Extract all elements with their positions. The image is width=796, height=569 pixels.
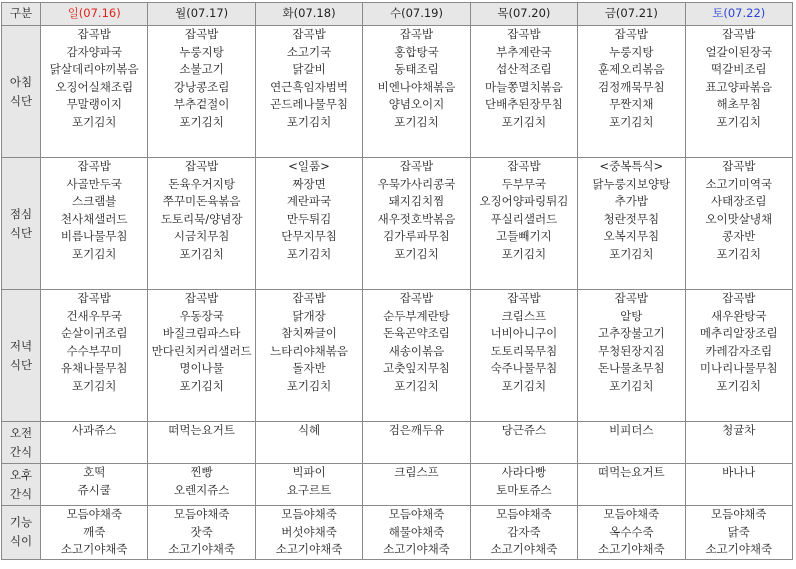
menu-item: 오렌지쥬스 bbox=[173, 482, 230, 497]
day-header bbox=[363, 3, 470, 26]
menu-item: 검정깨묵무침 bbox=[597, 79, 665, 94]
menu-item: <중복특식> bbox=[599, 159, 664, 173]
row-label-line: 아침 bbox=[9, 74, 33, 89]
menu-item: 잡곡밥 bbox=[507, 159, 541, 173]
menu-cell bbox=[578, 26, 685, 158]
row-label bbox=[2, 290, 41, 422]
menu-item: 잡곡밥 bbox=[507, 27, 541, 41]
dinner-row bbox=[2, 290, 793, 422]
menu-item: 오이맛살냉채 bbox=[705, 211, 773, 226]
menu-cell bbox=[148, 464, 255, 506]
menu-item: 건새우무국 bbox=[66, 308, 122, 323]
menu-cell bbox=[148, 290, 255, 422]
weekly-meal-table bbox=[1, 2, 793, 560]
menu-item: 연근흑임자범벅 bbox=[270, 79, 348, 94]
menu-item: 포기김치 bbox=[71, 246, 117, 261]
menu-item: 닭죽 bbox=[727, 524, 750, 539]
row-label bbox=[2, 158, 41, 290]
menu-item: 잡곡밥 bbox=[507, 291, 541, 305]
menu-item: 포기김치 bbox=[609, 378, 654, 393]
menu-item: 빅파이 bbox=[292, 465, 326, 479]
menu-cell bbox=[363, 158, 470, 290]
menu-item: 섭산적조림 bbox=[496, 62, 552, 77]
menu-item: 스크램블 bbox=[71, 194, 117, 209]
menu-item: 모듬야채죽 bbox=[603, 507, 660, 521]
menu-cell bbox=[685, 290, 792, 422]
menu-item: 강낭콩조림 bbox=[173, 79, 230, 94]
menu-item: 김가루파무침 bbox=[383, 229, 450, 244]
menu-item: 사태장조림 bbox=[710, 194, 767, 209]
menu-item: 계란파국 bbox=[286, 194, 332, 209]
menu-cell bbox=[578, 290, 685, 422]
afternoon-snack-row bbox=[2, 464, 793, 506]
menu-item: 포기김치 bbox=[179, 114, 224, 129]
menu-item: 고춧잎지무침 bbox=[383, 361, 450, 376]
menu-item: 닭누룽지보양탕 bbox=[592, 176, 671, 191]
menu-item: 잡곡밥 bbox=[614, 291, 648, 305]
menu-cell bbox=[255, 464, 362, 506]
menu-cell bbox=[470, 158, 577, 290]
menu-item: 포기김치 bbox=[716, 114, 761, 129]
menu-item: 모듬야채죽 bbox=[173, 507, 230, 521]
menu-item: 잡곡밥 bbox=[399, 159, 434, 173]
menu-cell bbox=[255, 506, 362, 560]
menu-item: 요구르트 bbox=[286, 482, 332, 497]
menu-cell bbox=[41, 158, 148, 290]
meal-rows bbox=[2, 26, 793, 560]
row-label-line: 오전 bbox=[9, 425, 33, 440]
menu-cell bbox=[255, 290, 362, 422]
row-label bbox=[2, 506, 41, 560]
menu-item: 홍합탕국 bbox=[394, 44, 439, 59]
menu-cell bbox=[470, 422, 577, 464]
menu-item: 잡곡밥 bbox=[77, 291, 111, 305]
menu-item: 모듬야채죽 bbox=[496, 507, 552, 521]
menu-item: 포기김치 bbox=[286, 114, 332, 129]
menu-cell bbox=[148, 422, 255, 464]
menu-item: 느타리야채볶음 bbox=[270, 343, 348, 358]
menu-cell bbox=[685, 158, 792, 290]
row-label-line: 간식 bbox=[9, 444, 33, 459]
menu-cell bbox=[363, 290, 470, 422]
menu-item: 포기김치 bbox=[501, 378, 547, 393]
menu-item: 잡곡밥 bbox=[184, 159, 219, 173]
menu-item: 도토리묵무침 bbox=[490, 343, 558, 358]
morning-snack-row bbox=[2, 422, 793, 464]
menu-item: 크림스프 bbox=[394, 465, 439, 479]
row-label-line: 점심 bbox=[9, 206, 33, 221]
menu-item: 청란젓무침 bbox=[603, 211, 660, 226]
menu-item: 무짠지채 bbox=[609, 97, 654, 112]
header-corner: 구분 bbox=[2, 3, 41, 26]
menu-item: 소고기야채죽 bbox=[597, 542, 665, 557]
menu-item: 오복지무침 bbox=[603, 229, 660, 244]
menu-item: 비엔나야채볶음 bbox=[377, 79, 456, 94]
menu-item: 포기김치 bbox=[286, 246, 332, 261]
day-header bbox=[470, 3, 577, 26]
menu-item: 소고기야채죽 bbox=[490, 542, 558, 557]
menu-item: 시금치무침 bbox=[173, 229, 230, 244]
row-label-line: 저녁 bbox=[9, 338, 33, 353]
special-diet-row bbox=[2, 506, 793, 560]
menu-item: 고추장불고기 bbox=[597, 326, 665, 341]
day-header-label: 목(07.20) bbox=[497, 6, 551, 21]
menu-item: 모듬야채죽 bbox=[281, 507, 337, 521]
menu-cell bbox=[148, 158, 255, 290]
menu-item: 바질크림파스타 bbox=[162, 326, 241, 341]
menu-item: 도토리묵/양념장 bbox=[160, 211, 243, 226]
menu-cell bbox=[578, 158, 685, 290]
menu-item: 콩자반 bbox=[722, 229, 756, 244]
menu-cell bbox=[363, 422, 470, 464]
menu-item: 당근쥬스 bbox=[501, 423, 547, 437]
day-header-label: 월(07.17) bbox=[175, 6, 229, 21]
row-label-line: 간식 bbox=[9, 486, 33, 501]
menu-item: 순살이귀조림 bbox=[60, 326, 128, 341]
menu-item: 알탕 bbox=[620, 308, 643, 323]
day-header bbox=[685, 3, 792, 26]
menu-cell bbox=[470, 26, 577, 158]
menu-item: 깨죽 bbox=[83, 524, 106, 539]
menu-item: 감자죽 bbox=[507, 524, 541, 539]
menu-cell bbox=[148, 26, 255, 158]
menu-item: 포기김치 bbox=[394, 246, 439, 261]
menu-item: 곤드레나물무침 bbox=[270, 97, 348, 112]
day-header-label: 일(07.16) bbox=[67, 6, 121, 21]
menu-item: 푸실리샐러드 bbox=[490, 211, 558, 226]
menu-cell bbox=[148, 506, 255, 560]
menu-item: 새우완탕국 bbox=[710, 308, 767, 323]
menu-item: 소고기미역국 bbox=[705, 176, 773, 191]
menu-item: 포기김치 bbox=[71, 114, 117, 129]
menu-cell bbox=[363, 506, 470, 560]
menu-cell bbox=[41, 290, 148, 422]
menu-item: 해물야채죽 bbox=[388, 524, 445, 539]
menu-item: 비름나물무침 bbox=[60, 229, 128, 244]
menu-item: 우동장국 bbox=[179, 308, 224, 323]
day-header bbox=[148, 3, 255, 26]
menu-item: 사골만두국 bbox=[66, 176, 122, 191]
menu-item: 포기김치 bbox=[501, 246, 547, 261]
menu-item: 돌자반 bbox=[292, 361, 326, 376]
menu-cell bbox=[363, 464, 470, 506]
day-header-label: 수(07.19) bbox=[389, 6, 443, 21]
menu-item: 호떡 bbox=[83, 465, 106, 479]
menu-item: 잡곡밥 bbox=[184, 291, 219, 305]
menu-item: 추가밥 bbox=[614, 194, 648, 209]
menu-item: 무청된장지짐 bbox=[597, 343, 665, 358]
menu-item: 포기김치 bbox=[609, 114, 654, 129]
menu-item: 소고기국 bbox=[286, 44, 332, 59]
menu-item: 만두튀김 bbox=[286, 211, 332, 226]
row-label-line: 식단 bbox=[9, 93, 33, 108]
menu-cell bbox=[255, 158, 362, 290]
header-row bbox=[2, 3, 793, 26]
menu-item: 검은깨두유 bbox=[388, 423, 445, 437]
menu-item: 소고기야채죽 bbox=[383, 542, 450, 557]
menu-item: 순두부계란탕 bbox=[383, 308, 450, 323]
menu-item: 사과쥬스 bbox=[71, 423, 117, 437]
menu-item: 포기김치 bbox=[609, 246, 654, 261]
row-label bbox=[2, 464, 41, 506]
menu-cell bbox=[363, 26, 470, 158]
menu-cell bbox=[41, 506, 148, 560]
menu-item: 잡곡밥 bbox=[399, 291, 434, 305]
row-label bbox=[2, 422, 41, 464]
menu-cell bbox=[685, 422, 792, 464]
menu-item: 돈육우거지탕 bbox=[168, 176, 235, 191]
menu-item: 포기김치 bbox=[394, 378, 439, 393]
day-header bbox=[578, 3, 685, 26]
menu-item: 포기김치 bbox=[179, 378, 224, 393]
menu-item: 닭갈비 bbox=[292, 62, 326, 77]
menu-cell bbox=[255, 422, 362, 464]
menu-item: 감자양파국 bbox=[66, 44, 122, 59]
menu-cell bbox=[41, 422, 148, 464]
menu-item: 새송이볶음 bbox=[388, 343, 445, 358]
menu-item: 너비아니구이 bbox=[490, 326, 558, 341]
menu-item: 청귤차 bbox=[722, 423, 756, 437]
menu-item: 잡곡밥 bbox=[722, 159, 756, 173]
menu-cell bbox=[578, 422, 685, 464]
menu-item: 소고기야채죽 bbox=[705, 542, 773, 557]
menu-item: 잡곡밥 bbox=[184, 27, 219, 41]
menu-item: 잡곡밥 bbox=[292, 291, 326, 305]
day-header bbox=[41, 3, 148, 26]
menu-item: 포기김치 bbox=[716, 378, 761, 393]
menu-item: 포기김치 bbox=[71, 378, 117, 393]
menu-cell bbox=[685, 506, 792, 560]
menu-item: 고들빼기지 bbox=[496, 229, 552, 244]
menu-item: 닭살데리야끼볶음 bbox=[49, 62, 139, 77]
menu-cell bbox=[470, 290, 577, 422]
menu-cell bbox=[685, 26, 792, 158]
menu-item: 누룽지탕 bbox=[179, 44, 224, 59]
menu-item: 포기김치 bbox=[179, 246, 224, 261]
menu-item: 토마토쥬스 bbox=[496, 482, 552, 497]
menu-item: 미나리나물무침 bbox=[699, 361, 778, 376]
menu-item: 바나나 bbox=[722, 465, 756, 479]
menu-item: 참치짜글이 bbox=[281, 326, 337, 341]
menu-item: 모듬야채죽 bbox=[66, 507, 122, 521]
menu-item: 우묵가사리콩국 bbox=[377, 176, 456, 191]
menu-item: 짜장면 bbox=[292, 176, 326, 191]
menu-item: 포기김치 bbox=[394, 114, 439, 129]
menu-item: 쭈꾸미돈육볶음 bbox=[162, 194, 241, 209]
menu-item: 잡곡밥 bbox=[614, 27, 648, 41]
day-header-label: 금(07.21) bbox=[604, 6, 658, 21]
menu-item: 모듬야채죽 bbox=[710, 507, 767, 521]
day-header-label: 토(07.22) bbox=[712, 6, 766, 21]
menu-item: 부추계란국 bbox=[496, 44, 552, 59]
menu-item: 소고기야채죽 bbox=[275, 542, 343, 557]
menu-item: 수수부꾸미 bbox=[66, 343, 122, 358]
menu-item: 새우젓호박볶음 bbox=[377, 211, 456, 226]
menu-cell bbox=[255, 26, 362, 158]
menu-item: 돈나물초무침 bbox=[597, 361, 665, 376]
menu-item: 옥수수죽 bbox=[609, 524, 654, 539]
day-header-label: 화(07.18) bbox=[282, 6, 336, 21]
menu-item: 버섯야채죽 bbox=[281, 524, 337, 539]
menu-item: 동태조림 bbox=[394, 62, 439, 77]
menu-item: 잡곡밥 bbox=[722, 291, 756, 305]
menu-item: 돈육곤약조림 bbox=[383, 326, 450, 341]
menu-cell bbox=[578, 506, 685, 560]
menu-item: 식혜 bbox=[297, 423, 321, 437]
menu-item: 메추리알장조림 bbox=[699, 326, 778, 341]
menu-item: 잣죽 bbox=[190, 524, 213, 539]
menu-item: 훈제오리볶음 bbox=[597, 62, 665, 77]
menu-item: 천사채샐러드 bbox=[60, 211, 128, 226]
menu-item: 오징어양파링튀김 bbox=[479, 194, 569, 209]
menu-item: 누룽지탕 bbox=[609, 44, 654, 59]
menu-item: 표고양파볶음 bbox=[705, 79, 773, 94]
menu-item: 소불고기 bbox=[179, 62, 224, 77]
menu-item: 쥬시쿨 bbox=[77, 482, 111, 497]
menu-item: 모듬야채죽 bbox=[388, 507, 445, 521]
row-label-line: 기능 bbox=[9, 515, 33, 530]
row-label-line: 오후 bbox=[9, 467, 33, 482]
menu-item: 잡곡밥 bbox=[77, 27, 111, 41]
row-label-line: 식단 bbox=[9, 225, 33, 240]
menu-item: 얼갈이된장국 bbox=[705, 44, 773, 59]
day-header bbox=[255, 3, 362, 26]
menu-item: 두부무국 bbox=[501, 176, 547, 191]
menu-item: 크림스프 bbox=[501, 308, 547, 323]
menu-item: 돼지김치찜 bbox=[388, 194, 445, 209]
menu-item: 카레감자조림 bbox=[705, 343, 773, 358]
menu-cell bbox=[41, 26, 148, 158]
row-label bbox=[2, 26, 41, 158]
menu-item: 떡갈비조림 bbox=[710, 62, 767, 77]
row-label-line: 식단 bbox=[9, 357, 33, 372]
menu-item: 잡곡밥 bbox=[77, 159, 111, 173]
row-label-line: 식이 bbox=[9, 534, 33, 549]
menu-item: 잡곡밥 bbox=[292, 27, 326, 41]
menu-item: 마늘쫑멸치볶음 bbox=[485, 79, 563, 94]
menu-item: 닭개장 bbox=[292, 308, 326, 323]
menu-item: <일품> bbox=[288, 159, 330, 173]
menu-item: 해초무침 bbox=[716, 97, 761, 112]
menu-item: 사라다빵 bbox=[501, 465, 547, 479]
menu-item: 소고기야채죽 bbox=[60, 542, 128, 557]
menu-item: 만다린치커리샐러드 bbox=[151, 343, 252, 358]
lunch-row bbox=[2, 158, 793, 290]
breakfast-row bbox=[2, 26, 793, 158]
menu-item: 포기김치 bbox=[286, 378, 332, 393]
menu-item: 포기김치 bbox=[501, 114, 547, 129]
menu-cell bbox=[470, 506, 577, 560]
menu-item: 잡곡밥 bbox=[722, 27, 756, 41]
menu-item: 유채나물무침 bbox=[60, 361, 128, 376]
menu-item: 포기김치 bbox=[716, 246, 761, 261]
menu-item: 떠먹는요거트 bbox=[597, 465, 665, 479]
menu-item: 떠먹는요거트 bbox=[168, 423, 235, 437]
menu-cell bbox=[685, 464, 792, 506]
menu-cell bbox=[470, 464, 577, 506]
menu-item: 잡곡밥 bbox=[399, 27, 434, 41]
menu-item: 찐빵 bbox=[190, 465, 213, 479]
menu-cell bbox=[41, 464, 148, 506]
menu-item: 오징어실채조림 bbox=[55, 79, 134, 94]
menu-item: 무말랭이지 bbox=[66, 97, 122, 112]
menu-cell bbox=[578, 464, 685, 506]
menu-item: 부추겉절이 bbox=[173, 97, 230, 112]
menu-item: 단배추된장무침 bbox=[485, 97, 563, 112]
menu-item: 비피더스 bbox=[609, 423, 654, 437]
menu-item: 양념오이지 bbox=[388, 97, 445, 112]
menu-item: 소고기야채죽 bbox=[168, 542, 235, 557]
menu-item: 숙주나물무침 bbox=[490, 361, 558, 376]
menu-item: 명이나물 bbox=[179, 361, 224, 376]
menu-item: 단무지무침 bbox=[281, 229, 337, 244]
